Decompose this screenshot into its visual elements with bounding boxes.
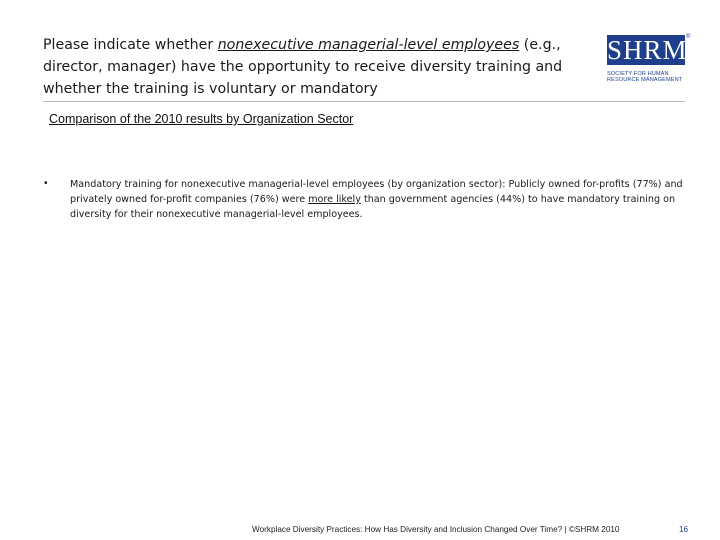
section-subtitle: Comparison of the 2010 results by Organization Sector [49, 112, 354, 126]
page-number: 16 [679, 525, 689, 534]
shrm-logo [607, 35, 689, 85]
header-divider [43, 101, 685, 102]
bullet-marker: • [44, 178, 48, 189]
page-title [43, 34, 583, 100]
registered-mark: ® [686, 34, 691, 40]
bullet-underlined: more likely [308, 194, 361, 205]
bullet-text-start: Mandatory training for nonexecutive managerial-level employees (by organization sector): Publicly owned for-profits (77%) and privately owned for-profit companies (76%) were [70, 179, 683, 205]
title-text-end: (e.g., director, manager) have the opportunity to receive diversity training and whether the training is voluntary or mandatory [43, 37, 563, 97]
footer-text: Workplace Diversity Practices: How Has Diversity and Inclusion Changed Over Time? | ©SHRM 2010 [252, 525, 620, 534]
bullet-text [70, 177, 684, 222]
logo-tagline-1: SOCIETY FOR HUMAN [607, 71, 669, 77]
title-text-start: Please indicate whether [43, 37, 218, 53]
title-emphasis: nonexecutive managerial-level employees [217, 37, 520, 53]
logo-tagline-2: RESOURCE MANAGEMENT [607, 77, 683, 83]
logo-wordmark: SHRM [607, 35, 688, 65]
bullet-text-end: than government agencies (44%) to have mandatory training on diversity for their nonexecutive managerial-level employees. [70, 194, 676, 220]
